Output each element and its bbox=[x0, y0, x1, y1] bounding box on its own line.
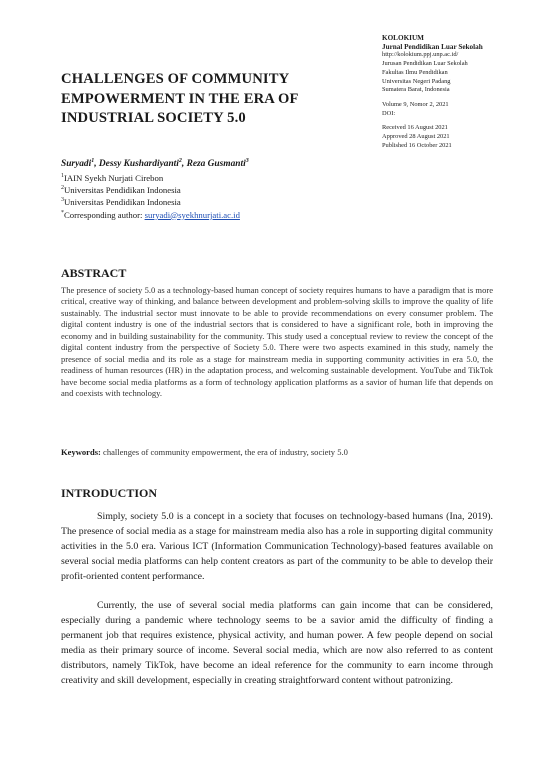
journal-meta bbox=[382, 34, 542, 150]
affiliation-text: Universitas Pendidikan Indonesia bbox=[64, 197, 181, 208]
corresponding-label: Corresponding author: bbox=[64, 209, 145, 220]
author-sup: 3 bbox=[245, 157, 249, 164]
affiliation-sup: 2 bbox=[61, 185, 64, 192]
date-approved: Approved 28 August 2021 bbox=[382, 133, 450, 141]
author-name: Suryadi bbox=[61, 159, 92, 169]
affiliation-sup: 1 bbox=[61, 173, 64, 180]
affiliation-text: IAIN Syekh Nurjati Cirebon bbox=[64, 173, 164, 183]
abstract-text: The presence of society 5.0 as a technology-based human concept of society requires humans to have a paradigm that is more critical, creative way of thinking, and balance between development and problem-solving skills to improve the quality of life sustainably. The industrial sector must innovate to be able to provide recommendations on every consumer problem. The digital content industry is one of the industrial sectors that is considered to have a significant role, both in improving the economy and in building sustainability for the community. This study used a conceptual review to review the concept of the digital content industry from the perspective of Society 5.0. There were two aspects examined in this study, namely the presence of social media and its role as a stage for mainstream media in supporting community activities in era 5.0, the readiness of human resources (HR) in the adaptation process, and welcoming sustainable development. YouTube and TikTok have become social media platforms as a form of technology application platforms as a savior of human life that depends on and coexists with technology. bbox=[61, 285, 493, 399]
author-sup: 2 bbox=[178, 157, 182, 164]
introduction-paragraph: Simply, society 5.0 is a concept in a society that focuses on technology-based humans (Ina, 2019). The presence of social media as a stage for mainstream media also has a role in supporting digital community activities in the 5.0 era. Various ICT (Information Communication Technology)-based features available on several social media platforms can help content creators as part of the community to be able to develop their profit-oriented content performance. bbox=[61, 511, 493, 583]
introduction-paragraph: Currently, the use of several social media platforms can gain income that can be considered, especially during a pandemic where technology seems to be a savior amid the difficulty of finding a permanent job that requires existence, physical activity, and human power. A few people depend on social media as their primary source of income. Several social media, which are now also referred to as content distributors, namely TikTok, have become an ideal reference for the community to earn income through creativity and skill development, especially in creating straightforward content without patronizing. bbox=[61, 600, 493, 687]
paper-title: CHALLENGES OF COMMUNITY EMPOWERMENT IN THE ERA OF INDUSTRIAL SOCIETY 5.0 bbox=[61, 71, 299, 126]
author-sup: 1 bbox=[91, 157, 95, 164]
keywords-label: Keywords: bbox=[61, 447, 101, 457]
introduction-heading: INTRODUCTION bbox=[61, 486, 158, 500]
affiliation-line bbox=[61, 196, 361, 208]
affiliation-line bbox=[61, 184, 361, 196]
affiliation-sup: 3 bbox=[61, 197, 64, 204]
corresponding-sup: * bbox=[61, 209, 64, 216]
keywords-line bbox=[61, 447, 493, 458]
journal-name: KOLOKIUM bbox=[382, 34, 424, 42]
journal-university: Universitas Negeri Padang bbox=[382, 77, 451, 85]
affiliations bbox=[61, 172, 361, 221]
journal-full-name: Jurnal Pendidikan Luar Sekolah bbox=[382, 42, 483, 51]
journal-faculty: Fakultas Ilmu Pendidikan bbox=[382, 68, 448, 76]
date-received: Received 16 August 2021 bbox=[382, 124, 448, 132]
corresponding-email-link[interactable]: suryadi@syekhnurjati.ac.id bbox=[144, 209, 240, 220]
journal-doi: DOI: bbox=[382, 109, 396, 117]
affiliation-line bbox=[61, 172, 361, 184]
author-name: Dessy Kushardiyanti bbox=[98, 159, 179, 169]
author-list: Suryadi$^1$, Dessy Kushardiyanti$^2$, Reza Gusmanti$^3$ bbox=[61, 157, 249, 169]
journal-volume: Volume 9, Nomor 2, 2021 bbox=[382, 100, 449, 108]
author-name: Reza Gusmanti bbox=[186, 159, 246, 169]
journal-url[interactable]: http://kolokium.ppj.unp.ac.id/ bbox=[382, 51, 459, 59]
date-published: Published 16 October 2021 bbox=[382, 141, 452, 149]
keywords-text: challenges of community empowerment, the era of industry, society 5.0 bbox=[100, 447, 348, 457]
corresponding-author bbox=[61, 209, 361, 221]
journal-department: Jurusan Pendidikan Luar Sekolah bbox=[382, 60, 468, 68]
abstract-heading: ABSTRACT bbox=[61, 266, 127, 280]
affiliation-text: Universitas Pendidikan Indonesia bbox=[64, 185, 181, 196]
journal-location: Sumatera Barat, Indonesia bbox=[382, 86, 450, 94]
